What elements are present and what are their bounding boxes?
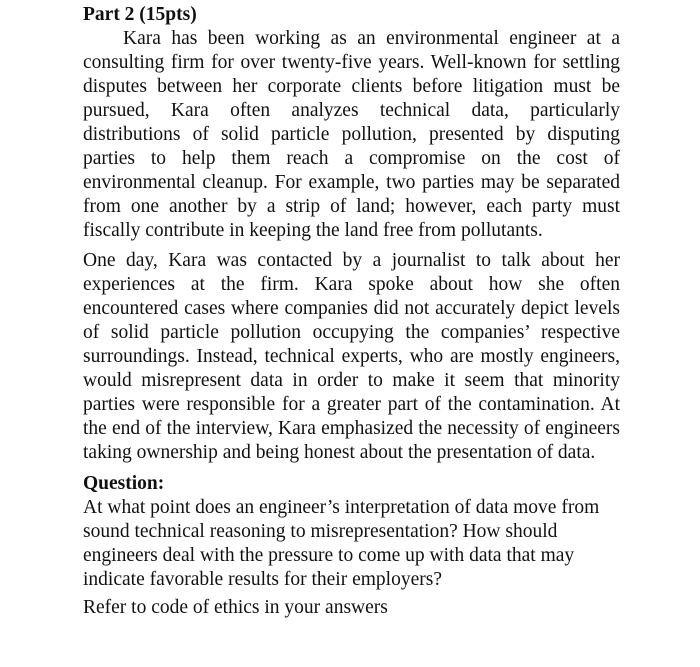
document-page — [83, 3, 620, 620]
scenario-paragraph-2: One day, Kara was contacted by a journalist to talk about her experiences at the firm. Kara spoke about how she often encountered cases where companies did not accurately depict levels of solid particle pollution occupying the companies’ respective surroundings. Instead, technical experts, who are mostly engineers, would misrepresent data in order to make it seem that minority parties were responsible for a greater part of the contamination. At the end of the interview, Kara emphasized the necessity of engineers taking ownership and being honest about the presentation of data. — [83, 250, 620, 463]
part-heading: Part 2 (15pts) — [83, 4, 197, 25]
question-text: At what point does an engineer’s interpretation of data move from sound technical reasoning to misrepresentation? How should engineers deal with the pressure to come up with data that may indicate favorable results for their employers? — [83, 497, 600, 590]
scenario-paragraph-1: Kara has been working as an environmental engineer at a consulting firm for over twenty-five years. Well-known for settling disputes between her corporate clients before litigation must be pursued, Kara often analyzes technical data, particularly distributions of solid particle pollution, presented by disputing parties to help them reach a compromise on the cost of environmental cleanup. For example, two parties may be separated from one another by a strip of land; however, each party must fiscally contribute in keeping the land free from pollutants. — [83, 28, 620, 241]
instruction-text: Refer to code of ethics in your answers — [83, 597, 388, 618]
question-heading: Question: — [83, 473, 165, 494]
